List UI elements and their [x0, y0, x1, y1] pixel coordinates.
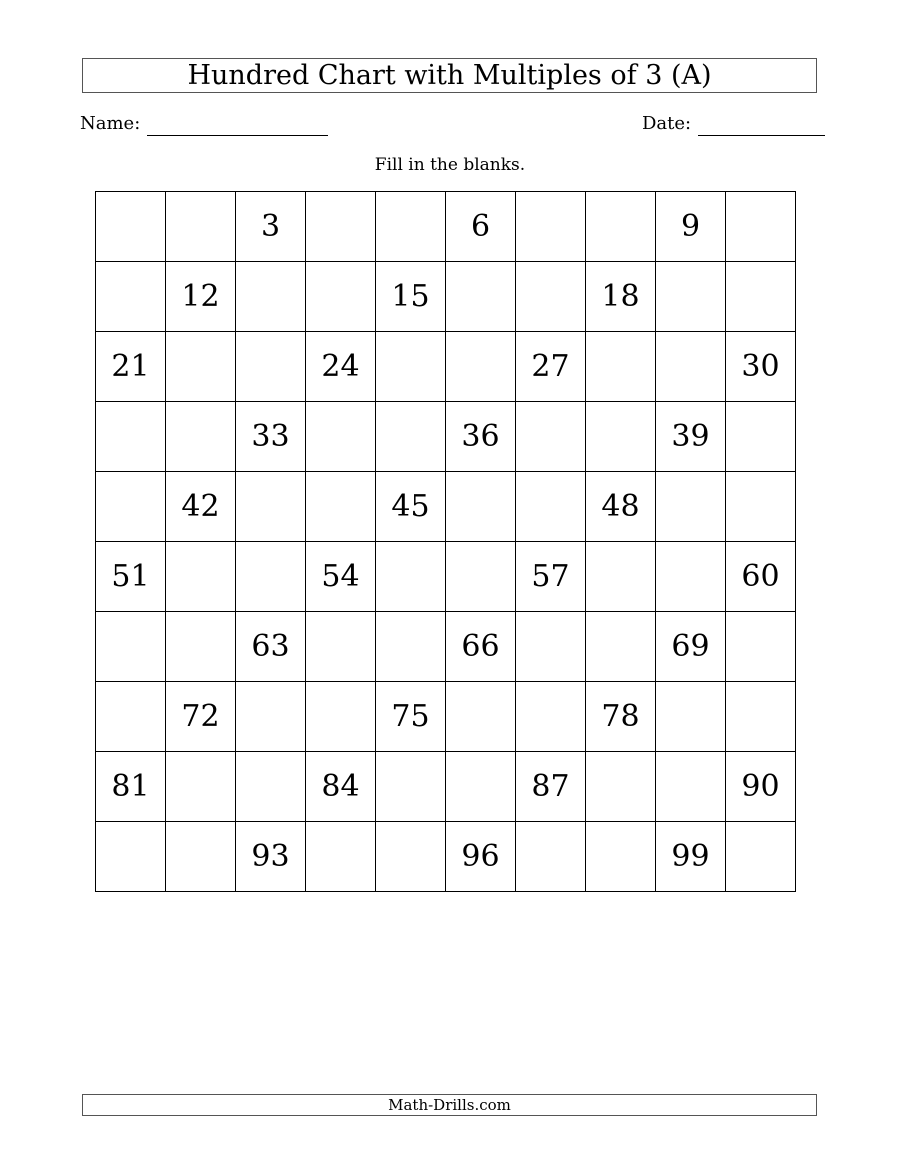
blank-cell[interactable] — [376, 332, 446, 402]
number-cell: 42 — [166, 472, 236, 542]
blank-cell[interactable] — [96, 192, 166, 262]
number-cell: 3 — [236, 192, 306, 262]
blank-cell[interactable] — [446, 542, 516, 612]
grid-row — [96, 472, 796, 542]
number-cell: 51 — [96, 542, 166, 612]
blank-cell[interactable] — [166, 612, 236, 682]
blank-cell[interactable] — [516, 192, 586, 262]
blank-cell[interactable] — [166, 402, 236, 472]
blank-cell[interactable] — [726, 262, 796, 332]
blank-cell[interactable] — [376, 402, 446, 472]
blank-cell[interactable] — [656, 542, 726, 612]
blank-cell[interactable] — [656, 472, 726, 542]
number-cell: 99 — [656, 822, 726, 892]
blank-cell[interactable] — [516, 472, 586, 542]
blank-cell[interactable] — [306, 612, 376, 682]
blank-cell[interactable] — [236, 542, 306, 612]
blank-cell[interactable] — [96, 682, 166, 752]
footer: Math-Drills.com — [82, 1094, 817, 1116]
blank-cell[interactable] — [656, 332, 726, 402]
blank-cell[interactable] — [236, 332, 306, 402]
date-label: Date: — [642, 113, 692, 134]
blank-cell[interactable] — [446, 332, 516, 402]
worksheet-title: Hundred Chart with Multiples of 3 (A) — [82, 58, 817, 93]
grid-row — [96, 682, 796, 752]
number-cell: 93 — [236, 822, 306, 892]
blank-cell[interactable] — [586, 752, 656, 822]
blank-cell[interactable] — [586, 542, 656, 612]
blank-cell[interactable] — [516, 402, 586, 472]
number-cell: 72 — [166, 682, 236, 752]
number-cell: 39 — [656, 402, 726, 472]
blank-cell[interactable] — [376, 542, 446, 612]
blank-cell[interactable] — [726, 402, 796, 472]
grid-row — [96, 822, 796, 892]
blank-cell[interactable] — [306, 192, 376, 262]
number-cell: 90 — [726, 752, 796, 822]
grid-row — [96, 542, 796, 612]
blank-cell[interactable] — [446, 682, 516, 752]
blank-cell[interactable] — [516, 682, 586, 752]
number-cell: 66 — [446, 612, 516, 682]
hundred-chart-grid — [95, 191, 796, 892]
number-cell: 54 — [306, 542, 376, 612]
number-cell: 12 — [166, 262, 236, 332]
blank-cell[interactable] — [376, 192, 446, 262]
blank-cell[interactable] — [96, 612, 166, 682]
blank-cell[interactable] — [586, 612, 656, 682]
grid-row — [96, 612, 796, 682]
blank-cell[interactable] — [166, 192, 236, 262]
name-input-line[interactable] — [147, 111, 328, 136]
blank-cell[interactable] — [166, 332, 236, 402]
number-cell: 24 — [306, 332, 376, 402]
number-cell: 15 — [376, 262, 446, 332]
number-cell: 6 — [446, 192, 516, 262]
blank-cell[interactable] — [586, 332, 656, 402]
blank-cell[interactable] — [236, 472, 306, 542]
number-cell: 75 — [376, 682, 446, 752]
blank-cell[interactable] — [516, 612, 586, 682]
grid-row — [96, 192, 796, 262]
number-cell: 18 — [586, 262, 656, 332]
blank-cell[interactable] — [516, 822, 586, 892]
blank-cell[interactable] — [446, 262, 516, 332]
blank-cell[interactable] — [446, 752, 516, 822]
blank-cell[interactable] — [376, 612, 446, 682]
blank-cell[interactable] — [656, 682, 726, 752]
blank-cell[interactable] — [236, 262, 306, 332]
number-cell: 69 — [656, 612, 726, 682]
blank-cell[interactable] — [166, 822, 236, 892]
number-cell: 84 — [306, 752, 376, 822]
grid-row — [96, 752, 796, 822]
number-cell: 48 — [586, 472, 656, 542]
date-field — [642, 111, 825, 136]
blank-cell[interactable] — [726, 472, 796, 542]
blank-cell[interactable] — [586, 822, 656, 892]
blank-cell[interactable] — [586, 192, 656, 262]
number-cell: 81 — [96, 752, 166, 822]
blank-cell[interactable] — [96, 472, 166, 542]
blank-cell[interactable] — [726, 822, 796, 892]
number-cell: 60 — [726, 542, 796, 612]
name-label: Name: — [80, 113, 141, 134]
blank-cell[interactable] — [656, 752, 726, 822]
blank-cell[interactable] — [306, 682, 376, 752]
instructions: Fill in the blanks. — [374, 155, 526, 175]
number-cell: 45 — [376, 472, 446, 542]
blank-cell[interactable] — [306, 262, 376, 332]
blank-cell[interactable] — [376, 822, 446, 892]
number-cell: 21 — [96, 332, 166, 402]
number-cell: 87 — [516, 752, 586, 822]
blank-cell[interactable] — [516, 262, 586, 332]
blank-cell[interactable] — [236, 752, 306, 822]
name-field — [80, 111, 328, 136]
blank-cell[interactable] — [726, 192, 796, 262]
blank-cell[interactable] — [306, 402, 376, 472]
blank-cell[interactable] — [96, 822, 166, 892]
grid-row — [96, 262, 796, 332]
blank-cell[interactable] — [726, 612, 796, 682]
blank-cell[interactable] — [96, 262, 166, 332]
number-cell: 27 — [516, 332, 586, 402]
number-cell: 63 — [236, 612, 306, 682]
blank-cell[interactable] — [306, 822, 376, 892]
blank-cell[interactable] — [446, 472, 516, 542]
number-cell: 57 — [516, 542, 586, 612]
blank-cell[interactable] — [726, 682, 796, 752]
grid-row — [96, 402, 796, 472]
number-cell: 30 — [726, 332, 796, 402]
blank-cell[interactable] — [236, 682, 306, 752]
blank-cell[interactable] — [376, 752, 446, 822]
number-cell: 9 — [656, 192, 726, 262]
blank-cell[interactable] — [166, 752, 236, 822]
blank-cell[interactable] — [306, 472, 376, 542]
date-input-line[interactable] — [698, 111, 825, 136]
number-cell: 33 — [236, 402, 306, 472]
number-cell: 96 — [446, 822, 516, 892]
blank-cell[interactable] — [96, 402, 166, 472]
number-cell: 78 — [586, 682, 656, 752]
number-cell: 36 — [446, 402, 516, 472]
grid-row — [96, 332, 796, 402]
blank-cell[interactable] — [166, 542, 236, 612]
blank-cell[interactable] — [586, 402, 656, 472]
blank-cell[interactable] — [656, 262, 726, 332]
